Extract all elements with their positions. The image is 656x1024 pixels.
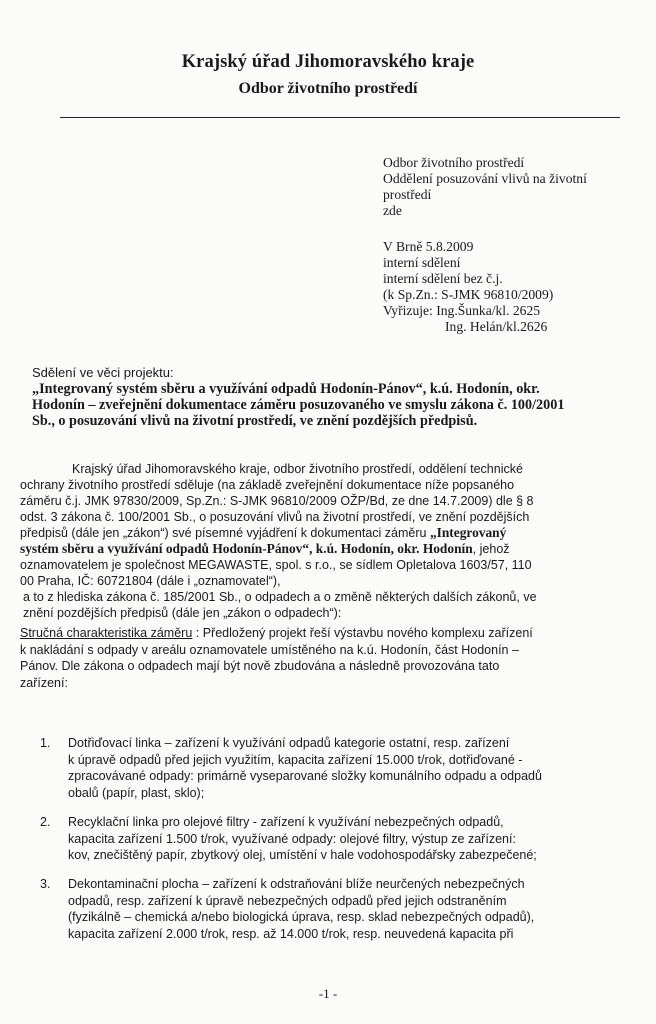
- list-line: zpracovávané odpady: primárně vyseparované složky komunálního odpadu a odpadů: [68, 769, 542, 783]
- paragraph-line: [20, 625, 628, 642]
- recipient-line: prostředí: [383, 187, 432, 202]
- paragraph-line: [20, 541, 628, 557]
- list-item-text: [68, 876, 628, 942]
- list-line: k úpravě odpadů před jejich využitím, kapacita zařízení 15.000 t/rok, dotřiďované -: [68, 752, 523, 767]
- list-line: kapacita zařízení 2.000 t/rok, resp. až 14.000 t/rok, resp. neuvedená kapacita při: [68, 926, 514, 941]
- list-line: Dotřiďovací linka – zařízení k využívání odpadů kategorie ostatní, resp. zařízení: [68, 736, 510, 750]
- subject-intro: Sdělení ve věci projektu:: [32, 365, 174, 380]
- paragraph-line: Pánov. Dle zákona o odpadech mají být nově zbudována a následně provozována tato: [20, 659, 500, 673]
- reference-line: (k Sp.Zn.: S-JMK 96810/2009): [383, 287, 554, 302]
- subject-title-line: Hodonín – zveřejnění dokumentace záměru posuzovaného ve smyslu zákona č. 100/2001: [32, 397, 565, 413]
- department-title: Odbor životního prostředí: [238, 80, 418, 97]
- paragraph-line: záměru č.j. JMK 97830/2009, Sp.Zn.: S-JMK 96810/2009 OŽP/Bd, ze dne 14.7.2009) dle § 8: [20, 494, 534, 508]
- list-line: Dekontaminační plocha – zařízení k odstraňování blíže neurčených nebezpečných: [68, 877, 525, 891]
- list-line: obalů (papír, plast, sklo);: [68, 785, 205, 800]
- list-number: 2.: [40, 815, 51, 829]
- list-line: kov, znečištěný papír, zbytkový olej, umístění v hale vodohospodářsky zabezpečené;: [68, 848, 537, 862]
- authority-title: Krajský úřad Jihomoravského kraje: [181, 52, 475, 72]
- subject-title-line: Sb., o posuzování vlivů na životní prostředí, ve znění pozdějších předpisů.: [32, 413, 478, 429]
- project-name-bold: „Integrovaný: [429, 525, 507, 540]
- list-item-text: [68, 814, 628, 864]
- project-name-bold: systém sběru a využívání odpadů Hodonín-Pánov“, k.ú. Hodonín, okr. Hodonín: [20, 541, 473, 556]
- list-number: 3.: [40, 877, 51, 891]
- letter-meta-block: [383, 239, 633, 335]
- list-line: (fyzikálně – chemická a/nebo biologická úprava, resp. sklad nebezpečných odpadů),: [68, 910, 535, 924]
- paragraph-text: předpisů (dále jen „zákon“) své písemné vyjádření k dokumentaci záměru: [20, 526, 427, 540]
- contact-line: Vyřizuje: Ing.Šunka/kl. 2625: [383, 303, 541, 318]
- meta-line: interní sdělení bez č.j.: [383, 271, 503, 286]
- characteristics-paragraph: [20, 625, 628, 691]
- recipient-line: Oddělení posuzování vlivů na životní: [383, 171, 587, 186]
- paragraph-line: zařízení:: [20, 675, 68, 690]
- subject-title-line: „Integrovaný systém sběru a využívání odpadů Hodonín-Pánov“, k.ú. Hodonín, okr.: [32, 381, 540, 397]
- recipient-line: Odbor životního prostředí: [383, 155, 525, 170]
- paragraph-text: : Předložený projekt řeší výstavbu nového komplexu zařízení: [192, 626, 533, 640]
- paragraph-line: oznamovatelem je společnost MEGAWASTE, spol. s r.o., se sídlem Opletalova 1603/57, 110: [20, 558, 532, 572]
- statement-paragraph: [20, 461, 628, 621]
- section-label: Stručná charakteristika záměru: [20, 626, 193, 640]
- list-line: kapacita zařízení 1.500 t/rok, využívané odpady: olejové filtry, výstup ze zařízení:: [68, 831, 516, 846]
- list-line: odpadů, resp. zařízení k úpravě nebezpečných odpadů před jejich odstraněním: [68, 893, 507, 908]
- page-number: -1 -: [318, 986, 338, 1001]
- list-number: 1.: [40, 736, 51, 750]
- header-rule: [60, 117, 620, 118]
- recipient-line: zde: [383, 203, 402, 218]
- list-line: Recyklační linka pro olejové filtry - zařízení k využívání nebezpečných odpadů,: [68, 815, 504, 829]
- date-line: V Brně 5.8.2009: [383, 239, 474, 254]
- meta-line: interní sdělení: [383, 255, 461, 270]
- paragraph-line: Krajský úřad Jihomoravského kraje, odbor životního prostředí, oddělení technické: [72, 462, 523, 476]
- paragraph-line: k nakládání s odpady v areálu oznamovatele umístěného na k.ú. Hodonín, část Hodonín –: [20, 642, 519, 657]
- paragraph-line: ochrany životního prostředí sděluje (na základě zveřejnění dokumentace níže popsaného: [20, 478, 515, 492]
- subject-block: [32, 365, 622, 429]
- contact-line: Ing. Helán/kl.2626: [445, 319, 548, 334]
- list-item-text: [68, 735, 628, 801]
- paragraph-text: , jehož: [472, 542, 510, 556]
- paragraph-line: a to z hlediska zákona č. 185/2001 Sb., o odpadech a o změně některých dalších zákonů, ve: [23, 590, 537, 604]
- recipient-block: [383, 155, 633, 219]
- paragraph-line: 00 Praha, IČ: 60721804 (dále i „oznamovatel“),: [20, 574, 281, 588]
- paragraph-line: odst. 3 zákona č. 100/2001 Sb., o posuzování vlivů na životní prostředí, ve znění pozdějších: [20, 510, 530, 524]
- paragraph-line: [20, 525, 628, 541]
- paragraph-line: znění pozdějších předpisů (dále jen „zákon o odpadech“):: [23, 606, 342, 620]
